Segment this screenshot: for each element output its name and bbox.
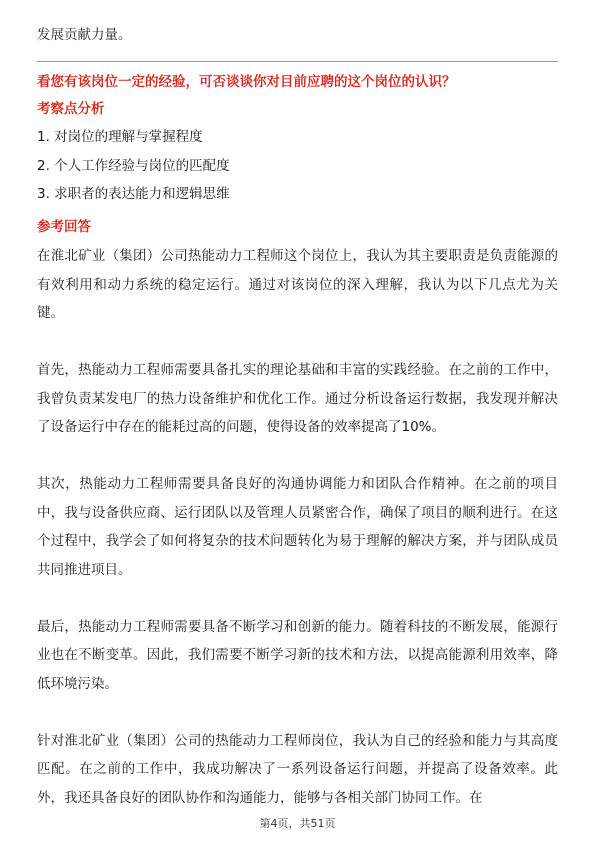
page-footer: 第4页，共51页 [259, 817, 336, 830]
analysis-point: 1. 对岗位的理解与掌握程度 [37, 129, 203, 145]
analysis-point: 3. 求职者的表达能力和逻辑思维 [37, 186, 230, 202]
answer-paragraph: 针对淮北矿业（集团）公司的热能动力工程师岗位，我认为自己的经验和能力与其高度匹配。在之前的工作中，我成功解决了一系列设备运行问题，并提高了设备效率。此外，我还具备良好的团队协作和沟通能力，能够与各相关部门协同工作。在 [37, 732, 558, 806]
analysis-points [37, 123, 230, 209]
analysis-point: 2. 个人工作经验与岗位的匹配度 [37, 157, 230, 174]
section-divider [37, 61, 558, 62]
reference-heading: 参考回答 [37, 219, 91, 235]
question-title: 看您有该岗位一定的经验，可否谈谈你对目前应聘的这个岗位的认识？ [37, 74, 456, 90]
previous-answer-tail: 发展贡献力量。 [37, 27, 132, 43]
analysis-heading: 考察点分析 [37, 101, 105, 117]
answer-paragraph: 在淮北矿业（集团）公司热能动力工程师这个岗位上，我认为其主要职责是负责能源的有效利用和动力系统的稳定运行。通过对该岗位的深入理解，我认为以下几点尤为关键。 [37, 248, 558, 321]
answer-paragraph: 首先，热能动力工程师需要具备扎实的理论基础和丰富的实践经验。在之前的工作中，我曾负责某发电厂的热力设备维护和优化工作。通过分析设备运行数据，我发现并解决了设备运行中存在的能耗过高的问题，使得设备的效率提高了10%。 [37, 362, 558, 435]
answer-paragraph: 最后，热能动力工程师需要具备不断学习和创新的能力。随着科技的不断发展，能源行业也在不断变革。因此，我们需要不断学习新的技术和方法，以提高能源利用效率，降低环境污染。 [37, 618, 558, 692]
reference-answer [37, 242, 558, 841]
answer-paragraph: 其次，热能动力工程师需要具备良好的沟通协调能力和团队合作精神。在之前的项目中，我与设备供应商、运行团队以及管理人员紧密合作，确保了项目的顺利进行。在这个过程中，我学会了如何将复杂的技术问题转化为易于理解的解决方案，并与团队成员共同推进项目。 [37, 476, 558, 578]
